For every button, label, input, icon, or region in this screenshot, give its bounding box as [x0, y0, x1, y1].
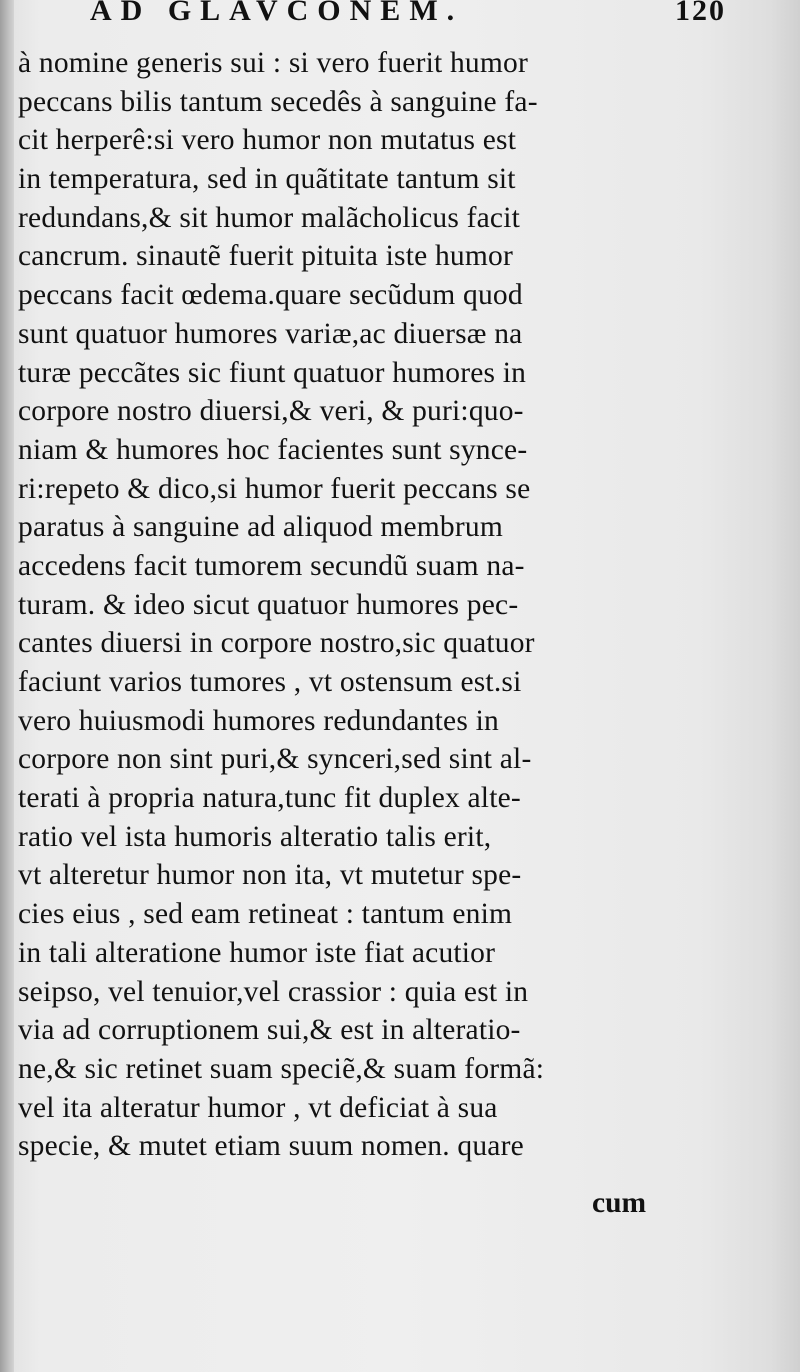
- text-line: seipso, vel tenuior,vel crassior : quia est in: [18, 975, 529, 1008]
- running-title: AD GLAVCONEM.: [90, 0, 464, 27]
- text-line: faciunt varios tumores , vt ostensum est.si: [18, 666, 522, 698]
- text-line: accedens facit tumorem secundũ suam na-: [18, 549, 525, 582]
- text-line: in tali alteratione humor iste fiat acutior: [18, 936, 496, 969]
- text-line: turæ peccãtes sic fiunt quatuor humores in: [18, 356, 527, 389]
- text-line: ri:repeto & dico,si humor fuerit peccans se: [18, 472, 531, 505]
- page-number: 120: [675, 0, 726, 27]
- text-line: turam. & ideo sicut quatuor humores pec-: [18, 588, 519, 621]
- text-line: peccans bilis tantum secedês à sanguine fa-: [18, 85, 538, 118]
- text-line: specie, & mutet etiam suum nomen. quare: [18, 1130, 524, 1163]
- text-line: cit herperê:si vero humor non mutatus est: [18, 124, 517, 157]
- text-line: vero huiusmodi humores redundantes in: [18, 704, 499, 737]
- text-line: cantes diuersi in corpore nostro,sic quatuor: [18, 627, 535, 660]
- text-line: in temperatura, sed in quãtitate tantum sit: [18, 163, 516, 196]
- text-line: redundans,& sit humor malãcholicus facit: [18, 201, 520, 234]
- text-line: peccans facit œdema.quare secũdum quod: [18, 279, 523, 312]
- text-line: à nomine generis sui : si vero fuerit humor: [18, 47, 528, 79]
- running-head: [90, 0, 800, 34]
- text-line: vt alteretur humor non ita, vt mutetur spe-: [18, 859, 522, 892]
- text-line: via ad corruptionem sui,& est in alteratio-: [18, 1014, 521, 1047]
- text-line: cancrum. sinautẽ fuerit pituita iste humor: [18, 240, 514, 273]
- catchword: cum: [592, 1187, 647, 1219]
- text-line: sunt quatuor humores variæ,ac diuersæ na: [18, 317, 523, 350]
- text-line: paratus à sanguine ad aliquod membrum: [18, 511, 504, 544]
- text-line: vel ita alteratur humor , vt deficiat à sua: [18, 1091, 498, 1124]
- text-line: corpore nostro diuersi,& veri, & puri:quo-: [18, 395, 524, 428]
- text-line: terati à propria natura,tunc fit duplex alte-: [18, 782, 521, 815]
- text-line: ne,& sic retinet suam speciẽ,& suam formã:: [18, 1052, 545, 1085]
- text-line: cies eius , sed eam retineat : tantum enim: [18, 898, 513, 931]
- text-line: ratio vel ista humoris alteratio talis erit,: [18, 820, 492, 853]
- text-line: corpore non sint puri,& synceri,sed sint al-: [18, 743, 532, 776]
- text-line: niam & humores hoc facientes sunt synce-: [18, 433, 528, 466]
- body-text: [18, 44, 658, 1166]
